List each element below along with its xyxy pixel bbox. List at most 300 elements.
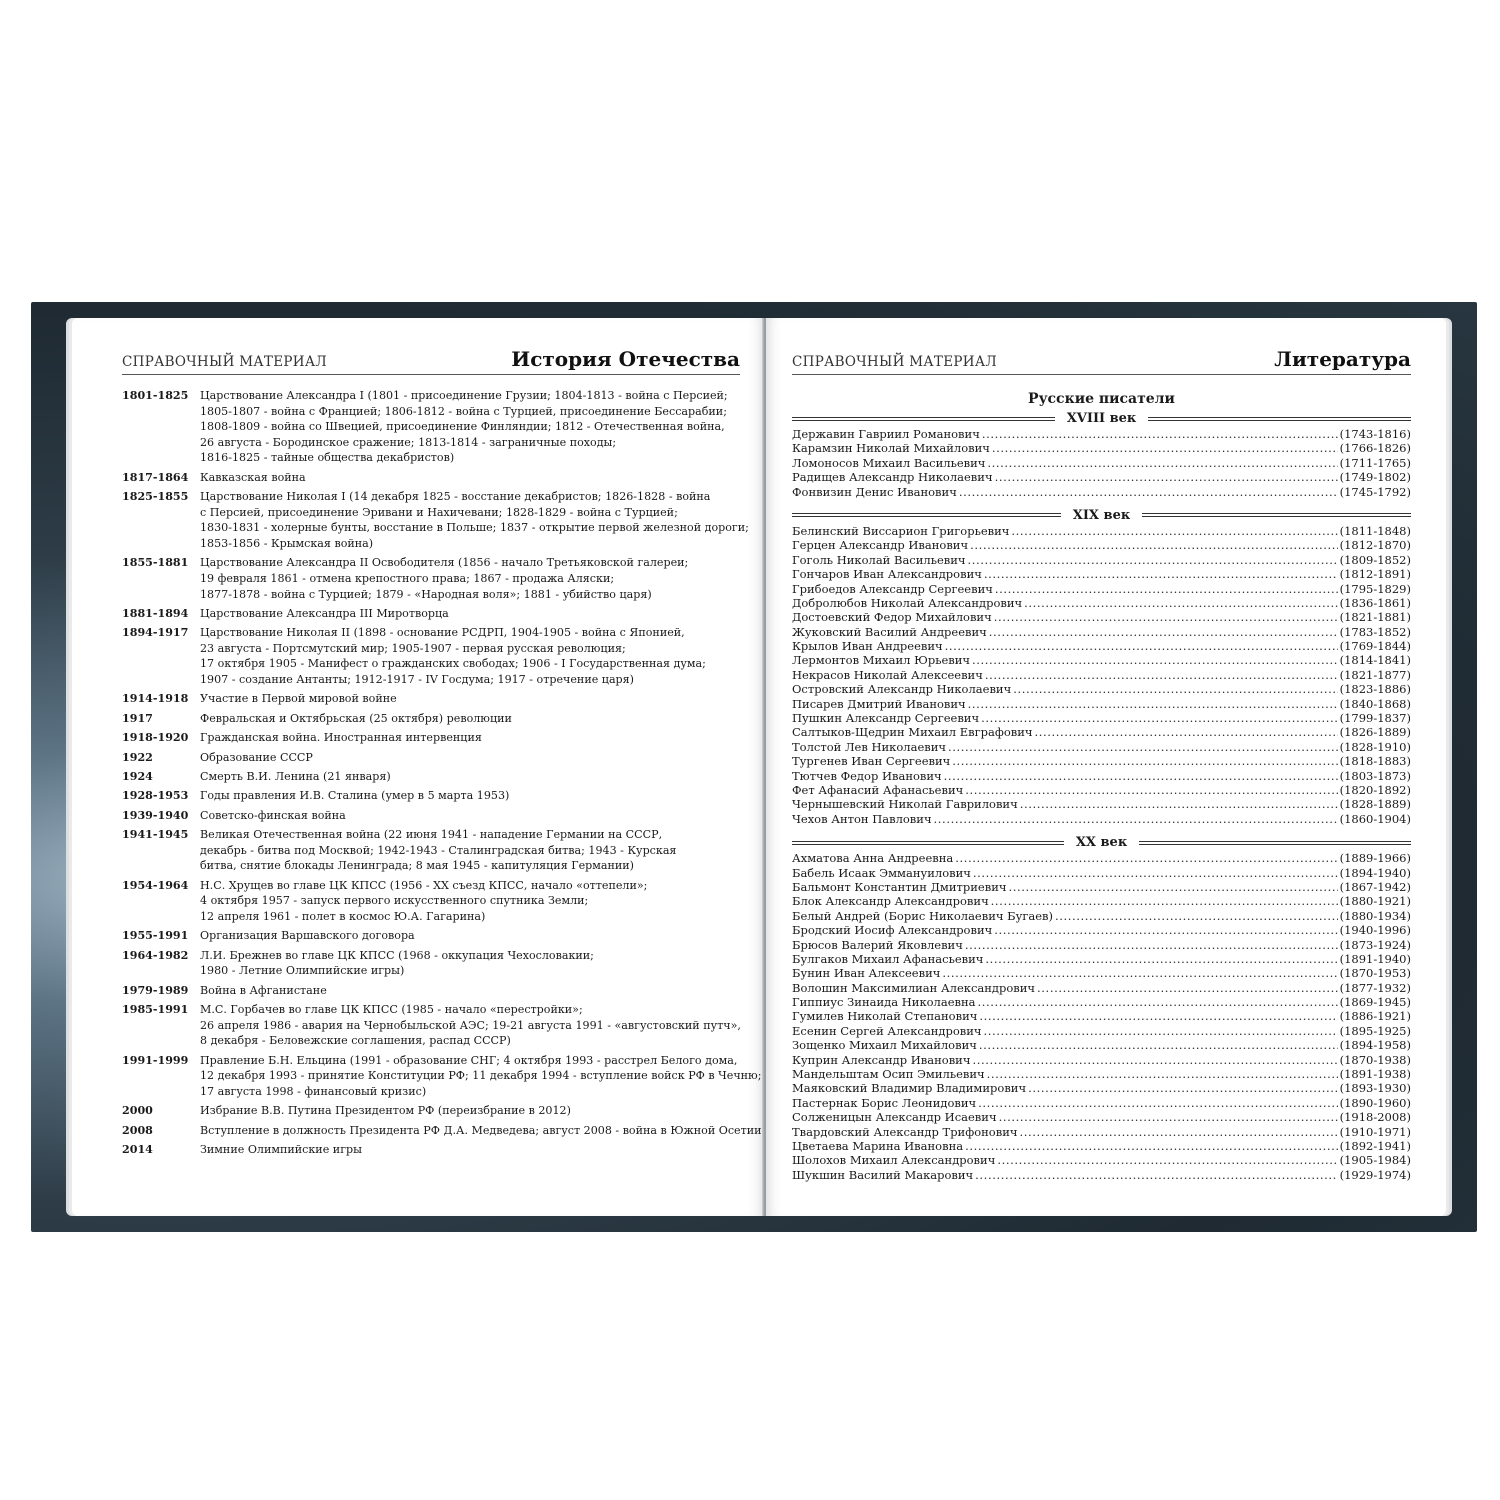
timeline-text — [200, 555, 742, 602]
dot-leader — [955, 851, 1337, 865]
writer-row — [792, 725, 1411, 739]
writer-name: Чернышевский Николай Гаврилович — [792, 797, 1018, 812]
writer-row — [792, 441, 1411, 455]
timeline-year: 1881-1894 — [122, 606, 189, 620]
dot-leader — [981, 711, 1338, 725]
timeline-text-line: 12 апреля 1961 - полет в космос Ю.А. Гагарина) — [200, 909, 486, 923]
timeline-year: 1817-1864 — [122, 470, 189, 484]
dot-leader — [945, 639, 1338, 653]
timeline-text-line: Царствование Николая II (1898 - основание РСДРП, 1904-1905 - война с Японией, — [200, 626, 685, 640]
writer-years: (1867-1942) — [1339, 879, 1411, 894]
writer-row — [792, 1067, 1411, 1081]
timeline-text-line: 1816-1825 - тайные общества декабристов) — [200, 451, 455, 465]
timeline-text-line: 17 октября 1905 - Манифест о гражданских свободах; 1906 - I Государственная дума; — [200, 657, 706, 671]
writer-name: Пастернак Борис Леонидович — [792, 1095, 977, 1110]
dot-leader — [972, 653, 1338, 667]
writer-years: (1826-1889) — [1339, 725, 1411, 740]
timeline-text-line: 1907 - создание Антанты; 1912-1917 - IV Госдума; 1917 - отречение царя) — [200, 673, 634, 687]
writer-name: Куприн Александр Иванович — [792, 1052, 971, 1067]
writer-row — [792, 1153, 1411, 1167]
writer-row — [792, 639, 1411, 653]
writer-years: (1877-1932) — [1339, 980, 1411, 995]
dot-leader — [978, 1096, 1337, 1110]
writer-row — [792, 1110, 1411, 1124]
dot-leader — [1008, 880, 1337, 894]
timeline-text — [200, 928, 742, 944]
timeline-year: 1991-1999 — [122, 1053, 189, 1067]
writer-row — [792, 981, 1411, 995]
writer-name: Толстой Лев Николаевич — [792, 739, 946, 754]
timeline-text — [200, 711, 742, 727]
writer-row — [792, 427, 1411, 441]
writer-years: (1894-1940) — [1339, 865, 1411, 880]
timeline-text — [200, 948, 742, 979]
writer-years: (1766-1826) — [1339, 441, 1411, 456]
timeline-text — [200, 983, 742, 999]
dot-leader — [997, 1153, 1337, 1167]
timeline-row — [122, 878, 742, 925]
timeline-text-line: Советско-финская война — [200, 808, 346, 822]
writer-years: (1743-1816) — [1339, 427, 1411, 441]
writer-name: Островский Александр Николаевич — [792, 682, 1012, 697]
writer-name: Маяковский Владимир Владимирович — [792, 1081, 1027, 1096]
dot-leader — [959, 485, 1338, 499]
dot-leader — [1035, 725, 1338, 739]
timeline-year: 1914-1918 — [122, 692, 189, 706]
writers-list-title: Русские писатели — [1028, 391, 1175, 407]
writer-row — [792, 697, 1411, 711]
timeline-year: 1955-1991 — [122, 929, 189, 943]
timeline-text-line: Организация Варшавского договора — [200, 929, 415, 943]
writer-row — [792, 553, 1411, 567]
writer-row — [792, 596, 1411, 610]
timeline-year: 2008 — [122, 1123, 153, 1137]
writer-name: Брюсов Валерий Яковлевич — [792, 937, 963, 952]
writer-years: (1821-1881) — [1339, 610, 1411, 625]
writer-name: Тургенев Иван Сергеевич — [792, 754, 951, 769]
timeline-text — [200, 388, 742, 466]
timeline-row — [122, 711, 742, 727]
timeline-row — [122, 1142, 742, 1158]
timeline-row — [122, 827, 742, 874]
dot-leader — [984, 567, 1338, 581]
writer-name: Лермонтов Михаил Юрьевич — [792, 653, 971, 668]
writer-row — [792, 783, 1411, 797]
dot-leader — [999, 1110, 1338, 1124]
century-name: XIX век — [1072, 507, 1131, 523]
timeline-text-line: с Персией, присоединение Эривани и Нахичевани; 1828-1829 - война с Турцией; — [200, 505, 678, 519]
timeline-text-line: Л.И. Брежнев во главе ЦК КПСС (1968 - оккупация Чехословакии; — [200, 948, 594, 962]
left-page-header — [122, 344, 740, 375]
dot-leader — [982, 427, 1338, 441]
writer-row — [792, 1168, 1411, 1182]
timeline-year: 1917 — [122, 711, 153, 725]
writer-years: (1836-1861) — [1339, 595, 1411, 610]
timeline-text-line: Гражданская война. Иностранная интервенция — [200, 731, 482, 745]
timeline-row — [122, 948, 742, 979]
writer-row — [792, 966, 1411, 980]
writer-row — [792, 740, 1411, 754]
writer-row — [792, 866, 1411, 880]
writer-name: Цветаева Марина Ивановна — [792, 1138, 964, 1153]
writer-row — [792, 894, 1411, 908]
timeline-row — [122, 489, 749, 551]
dot-leader — [1055, 909, 1338, 923]
timeline-text-line: Избрание В.В. Путина Президентом РФ (переизбрание в 2012) — [200, 1104, 571, 1118]
writer-row — [792, 668, 1411, 682]
dot-leader — [984, 1024, 1338, 1038]
timeline-row — [122, 625, 742, 687]
century-heading — [792, 410, 1411, 427]
writer-years: (1823-1886) — [1339, 682, 1411, 697]
writer-name: Зощенко Михаил Михайлович — [792, 1038, 977, 1053]
writer-years: (1891-1938) — [1339, 1067, 1411, 1082]
timeline-text — [200, 788, 742, 804]
writer-years: (1795-1829) — [1339, 581, 1411, 596]
timeline-text-line: 19 февраля 1861 - отмена крепостного права; 1867 - продажа Аляски; — [200, 571, 615, 585]
timeline-row — [122, 606, 742, 622]
writer-name: Тютчев Федор Иванович — [792, 768, 942, 783]
writer-row — [792, 1081, 1411, 1095]
writer-row — [792, 538, 1411, 552]
writer-row — [792, 923, 1411, 937]
writer-years: (1880-1921) — [1339, 894, 1411, 909]
dot-leader — [985, 668, 1338, 682]
dot-leader — [944, 769, 1338, 783]
timeline-text-line: Царствование Александра II Освободителя (1856 - начало Третьяковской галереи; — [200, 556, 689, 570]
writer-row — [792, 938, 1411, 952]
timeline-text-line: Царствование Александра I (1801 - присоединение Грузии; 1804-1813 - война с Персией; — [200, 389, 728, 402]
writer-years: (1870-1938) — [1339, 1052, 1411, 1067]
dot-leader — [975, 1168, 1337, 1182]
timeline-row — [122, 691, 742, 707]
writer-row — [792, 1038, 1411, 1052]
writer-name: Жуковский Василий Андреевич — [792, 624, 987, 639]
dot-leader — [985, 952, 1337, 966]
timeline-row — [122, 1123, 762, 1139]
timeline-row — [122, 750, 742, 766]
dot-leader — [965, 1139, 1337, 1153]
writer-years: (1803-1873) — [1339, 768, 1411, 783]
timeline-text-line: Н.С. Хрущев во главе ЦК КПСС (1956 - XX съезд КПСС, начало «оттепели»; — [200, 878, 648, 892]
timeline-row — [122, 769, 742, 785]
dot-leader — [979, 1038, 1338, 1052]
writer-name: Гончаров Иван Александрович — [792, 567, 982, 582]
writer-years: (1809-1852) — [1339, 552, 1411, 567]
timeline-text-line: 1877-1878 - война с Турцией; 1879 - «Народная воля»; 1881 - убийство царя) — [200, 587, 652, 601]
writer-name: Шукшин Василий Макарович — [792, 1167, 974, 1182]
timeline-year: 1928-1953 — [122, 789, 189, 803]
timeline-year: 1825-1855 — [122, 490, 189, 504]
writer-name: Гоголь Николай Васильевич — [792, 552, 966, 567]
writer-name: Фет Афанасий Афанасьевич — [792, 782, 964, 797]
timeline-text — [200, 750, 742, 766]
timeline-text-line: Участие в Первой мировой войне — [200, 692, 397, 706]
timeline-text-line: Царствование Николая I (14 декабря 1825 - восстание декабристов; 1826-1828 - война — [200, 490, 711, 504]
timeline-text — [200, 808, 742, 824]
dot-leader — [934, 812, 1338, 826]
writer-years: (1812-1891) — [1339, 567, 1411, 582]
timeline-year: 1894-1917 — [122, 626, 189, 640]
writer-years: (1869-1945) — [1339, 995, 1411, 1010]
timeline-text-line: 12 декабря 1993 - принятие Конституции РФ; 11 декабря 1994 - вступление войск РФ в Чечню; — [200, 1069, 762, 1083]
left-page — [72, 318, 764, 1216]
writer-row — [792, 797, 1411, 811]
dot-leader — [948, 740, 1338, 754]
dot-leader — [995, 470, 1338, 484]
timeline-text-line: 1853-1856 - Крымская война) — [200, 536, 374, 550]
writer-years: (1880-1934) — [1339, 908, 1411, 923]
timeline-text — [200, 827, 742, 874]
timeline-row — [122, 555, 742, 602]
dot-leader — [968, 553, 1338, 567]
writer-name: Ахматова Анна Андреевна — [792, 851, 954, 866]
writer-name: Есенин Сергей Александрович — [792, 1023, 982, 1038]
timeline-text — [200, 1002, 742, 1049]
timeline-text-line: 1830-1831 - холерные бунты, восстание в Польше; 1837 - открытие первой железной дороги; — [200, 521, 749, 535]
timeline-text — [200, 1142, 742, 1158]
writer-name: Писарев Дмитрий Иванович — [792, 696, 966, 711]
timeline-row — [122, 928, 742, 944]
divider — [792, 417, 1055, 421]
timeline-row — [122, 730, 742, 746]
writer-years: (1828-1889) — [1339, 797, 1411, 812]
century-name: XVIII век — [1066, 411, 1137, 426]
writer-row — [792, 995, 1411, 1009]
timeline-text-line: 26 апреля 1986 - авария на Чернобыльской АЭС; 19-21 августа 1991 - «августовский путч», — [200, 1018, 741, 1032]
writer-name: Твардовский Александр Трифонович — [792, 1124, 1018, 1139]
writer-name: Шолохов Михаил Александрович — [792, 1153, 996, 1168]
timeline-text-line: 4 октября 1957 - запуск первого искусственного спутника Земли; — [200, 894, 589, 908]
timeline-text-line: декабрь - битва под Москвой; 1942-1943 - Сталинградская битва; 1943 - Курская — [200, 843, 677, 857]
writer-years: (1749-1802) — [1339, 470, 1411, 485]
timeline-text — [200, 625, 742, 687]
writer-years: (1891-1940) — [1339, 951, 1411, 966]
dot-leader — [979, 1009, 1337, 1023]
timeline-row — [122, 1103, 742, 1119]
writer-name: Волошин Максимилиан Александрович — [792, 980, 1036, 995]
spacer — [792, 826, 1411, 834]
writer-years: (1828-1910) — [1339, 739, 1411, 754]
writer-years: (1910-1971) — [1339, 1124, 1411, 1139]
history-timeline — [122, 388, 762, 1161]
timeline-text-line: 1980 - Летние Олимпийские игры) — [200, 964, 405, 978]
writer-name: Достоевский Федор Михайлович — [792, 610, 992, 625]
timeline-text-line: Февральская и Октябрьская (25 октября) революции — [200, 711, 512, 725]
writer-row — [792, 769, 1411, 783]
writer-years: (1918-2008) — [1339, 1110, 1411, 1125]
dot-leader — [987, 456, 1337, 470]
writer-name: Салтыков-Щедрин Михаил Евграфович — [792, 725, 1033, 740]
writer-years: (1873-1924) — [1339, 937, 1411, 952]
timeline-year: 1924 — [122, 770, 153, 784]
writer-name: Бальмонт Константин Дмитриевич — [792, 879, 1007, 894]
writer-years: (1820-1892) — [1339, 782, 1411, 797]
timeline-row — [122, 808, 742, 824]
dot-leader — [1037, 981, 1338, 995]
writer-row — [792, 524, 1411, 538]
writer-name: Державин Гавриил Романович — [792, 427, 980, 441]
writer-name: Крылов Иван Андреевич — [792, 639, 943, 654]
writer-name: Добролюбов Николай Александрович — [792, 595, 1023, 610]
writer-years: (1894-1958) — [1339, 1038, 1411, 1053]
timeline-text — [200, 1123, 762, 1139]
dot-leader — [989, 625, 1338, 639]
timeline-text-line: Война в Афганистане — [200, 983, 327, 997]
divider — [1148, 417, 1411, 421]
timeline-text — [200, 878, 742, 925]
writer-years: (1821-1877) — [1339, 667, 1411, 682]
timeline-text — [200, 1103, 742, 1119]
writer-row — [792, 610, 1411, 624]
writer-name: Радищев Александр Николаевич — [792, 470, 993, 485]
writer-name: Бродский Иосиф Александрович — [792, 923, 993, 938]
timeline-text-line: 26 августа - Бородинское сражение; 1813-1814 - заграничные походы; — [200, 435, 617, 449]
writer-years: (1870-1953) — [1339, 966, 1411, 981]
timeline-row — [122, 470, 742, 486]
section-label: СПРАВОЧНЫЙ МАТЕРИАЛ — [792, 354, 997, 370]
writer-years: (1799-1837) — [1339, 711, 1411, 726]
writer-row — [792, 711, 1411, 725]
writer-name: Грибоедов Александр Сергеевич — [792, 581, 993, 596]
timeline-row — [122, 983, 742, 999]
writer-name: Солженицын Александр Исаевич — [792, 1110, 997, 1125]
writer-name: Фонвизин Денис Иванович — [792, 484, 957, 499]
writer-row — [792, 567, 1411, 581]
writer-years: (1812-1870) — [1339, 538, 1411, 553]
writer-row — [792, 456, 1411, 470]
writer-name: Мандельштам Осип Эмильевич — [792, 1067, 985, 1082]
dot-leader — [952, 754, 1337, 768]
timeline-text-line: Царствование Александра III Миротворца — [200, 606, 449, 620]
dot-leader — [1020, 797, 1338, 811]
writer-name: Гумилев Николай Степанович — [792, 1009, 978, 1024]
writer-row — [792, 812, 1411, 826]
writer-row — [792, 909, 1411, 923]
dot-leader — [1019, 1125, 1337, 1139]
writer-row — [792, 754, 1411, 768]
writer-years: (1905-1984) — [1339, 1153, 1411, 1168]
section-label: СПРАВОЧНЫЙ МАТЕРИАЛ — [122, 354, 327, 370]
dot-leader — [965, 938, 1338, 952]
writer-years: (1769-1844) — [1339, 639, 1411, 654]
writer-years: (1840-1868) — [1339, 696, 1411, 711]
writer-name: Белинский Виссарион Григорьевич — [792, 523, 1010, 538]
timeline-text-line: Великая Отечественная война (22 июня 1941 - нападение Германии на СССР, — [200, 828, 663, 842]
writer-years: (1889-1966) — [1339, 851, 1411, 866]
dot-leader — [972, 1053, 1337, 1067]
dot-leader — [942, 966, 1337, 980]
writer-years: (1893-1930) — [1339, 1081, 1411, 1096]
dot-leader — [994, 923, 1337, 937]
timeline-text — [200, 606, 742, 622]
dot-leader — [1011, 524, 1337, 538]
writer-row — [792, 653, 1411, 667]
timeline-text — [200, 691, 742, 707]
timeline-text-line: 23 августа - Портсмутский мир; 1905-1907 - первая русская революция; — [200, 641, 626, 655]
dot-leader — [994, 610, 1338, 624]
dot-leader — [987, 1067, 1338, 1081]
dot-leader — [992, 441, 1338, 455]
right-page-header — [792, 344, 1411, 375]
century-heading — [792, 507, 1411, 524]
timeline-year: 1922 — [122, 750, 153, 764]
century-name: XX век — [1075, 835, 1128, 851]
writer-row — [792, 952, 1411, 966]
timeline-text-line: Зимние Олимпийские игры — [200, 1143, 362, 1157]
writer-years: (1886-1921) — [1339, 1009, 1411, 1024]
page-title: История Отечества — [511, 347, 740, 371]
timeline-text-line: 1805-1807 - война с Францией; 1806-1812 - война с Турцией, присоединение Бессарабии; — [200, 404, 727, 418]
timeline-row — [122, 1053, 762, 1100]
dot-leader — [995, 582, 1338, 596]
dot-leader — [968, 697, 1338, 711]
writer-name: Чехов Антон Павлович — [792, 811, 932, 826]
timeline-year: 1801-1825 — [122, 389, 189, 402]
timeline-year: 1985-1991 — [122, 1003, 189, 1017]
writer-years: (1783-1852) — [1339, 624, 1411, 639]
timeline-year: 1939-1940 — [122, 808, 189, 822]
writer-years: (1929-1974) — [1339, 1167, 1411, 1182]
writer-years: (1818-1883) — [1339, 754, 1411, 769]
timeline-text-line: Вступление в должность Президента РФ Д.А. Медведева; август 2008 - война в Южной Осетии — [200, 1123, 762, 1137]
spacer — [792, 499, 1411, 507]
writer-name: Некрасов Николай Алексеевич — [792, 667, 983, 682]
writers-list — [792, 388, 1411, 1182]
writer-row — [792, 851, 1411, 865]
timeline-text — [200, 1053, 761, 1100]
dot-leader — [973, 866, 1338, 880]
writer-years: (1860-1904) — [1339, 811, 1411, 826]
divider — [792, 841, 1064, 845]
writer-name: Блок Александр Александрович — [792, 894, 989, 909]
timeline-text-line: Годы правления И.В. Сталина (умер в 5 марта 1953) — [200, 789, 510, 803]
timeline-year: 1954-1964 — [122, 878, 189, 892]
timeline-text-line: Кавказская война — [200, 470, 306, 484]
dot-leader — [965, 783, 1337, 797]
writer-years: (1745-1792) — [1339, 484, 1411, 499]
century-heading — [792, 834, 1411, 851]
dot-leader — [1028, 1081, 1338, 1095]
writer-row — [792, 1053, 1411, 1067]
divider — [1142, 513, 1411, 517]
writer-name: Бунин Иван Алексеевич — [792, 966, 941, 981]
page-title: Литература — [1274, 347, 1411, 371]
writer-name: Бабель Исаак Эммануилович — [792, 865, 971, 880]
dot-leader — [978, 995, 1338, 1009]
writer-row — [792, 625, 1411, 639]
writer-row — [792, 1009, 1411, 1023]
writer-row — [792, 470, 1411, 484]
timeline-text-line: 17 августа 1998 - финансовый кризис) — [200, 1084, 427, 1098]
timeline-year: 1918-1920 — [122, 731, 189, 745]
timeline-text-line: 8 декабря - Беловежские соглашения, распад СССР) — [200, 1034, 511, 1048]
right-page — [766, 318, 1446, 1216]
writer-name: Карамзин Николай Михайлович — [792, 441, 990, 456]
divider — [1139, 841, 1411, 845]
timeline-year: 1964-1982 — [122, 948, 189, 962]
writer-name: Пушкин Александр Сергеевич — [792, 711, 980, 726]
writer-name: Гиппиус Зинаида Николаевна — [792, 995, 976, 1010]
timeline-text — [200, 489, 749, 551]
timeline-row — [122, 788, 742, 804]
timeline-text — [200, 730, 742, 746]
writer-row — [792, 1024, 1411, 1038]
writer-row — [792, 682, 1411, 696]
timeline-text-line: Образование СССР — [200, 750, 313, 764]
timeline-year: 2000 — [122, 1104, 153, 1118]
writer-name: Белый Андрей (Борис Николаевич Бугаев) — [792, 908, 1053, 923]
